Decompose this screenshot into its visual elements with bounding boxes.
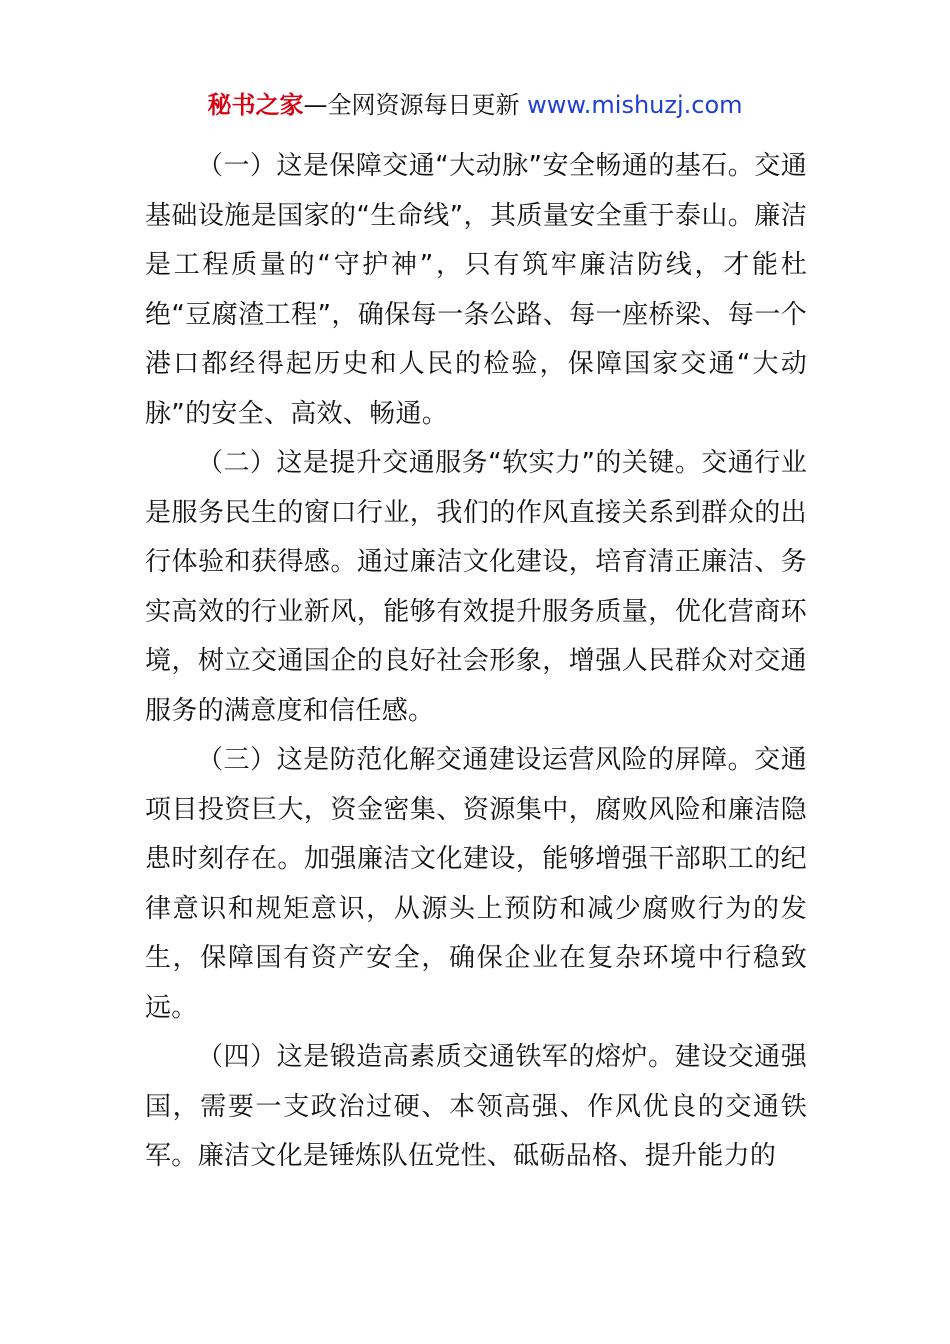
paragraph-1: （一）这是保障交通“大动脉”安全畅通的基石。交通基础设施是国家的“生命线”，其质量安全重于泰山。廉洁是工程质量的“守护神”，只有筑牢廉洁防线，才能杜绝“豆腐渣工程”，确保每一条公路、每一座桥梁、每一个港口都经得起历史和人民的检验，保障国家交通“大动脉”的安全、高效、畅通。 [145, 151, 807, 429]
site-header [0, 88, 950, 122]
site-url-link[interactable]: www.mishuzj.com [527, 91, 743, 119]
paragraph-4: （四）这是锻造高素质交通铁军的熔炉。建设交通强国，需要一支政治过硬、本领高强、作风优良的交通铁军。廉洁文化是锤炼队伍党性、砥砺品格、提升能力的 [145, 1042, 807, 1171]
paragraph-3: （三）这是防范化解交通建设运营风险的屏障。交通项目投资巨大，资金密集、资源集中，腐败风险和廉洁隐患时刻存在。加强廉洁文化建设，能够增强干部职工的纪律意识和规矩意识，从源头上预防和减少腐败行为的发生，保障国有资产安全，确保企业在复杂环境中行稳致远。 [145, 745, 807, 1023]
document-body [145, 142, 807, 1182]
paragraph-2: （二）这是提升交通服务“软实力”的关键。交通行业是服务民生的窗口行业，我们的作风直接关系到群众的出行体验和获得感。通过廉洁文化建设，培育清正廉洁、务实高效的行业新风，能够有效提升服务质量，优化营商环境，树立交通国企的良好社会形象，增强人民群众对交通服务的满意度和信任感。 [145, 448, 807, 726]
header-tagline: —全网资源每日更新 [303, 91, 520, 119]
brand-name: 秘书之家 [207, 91, 304, 119]
